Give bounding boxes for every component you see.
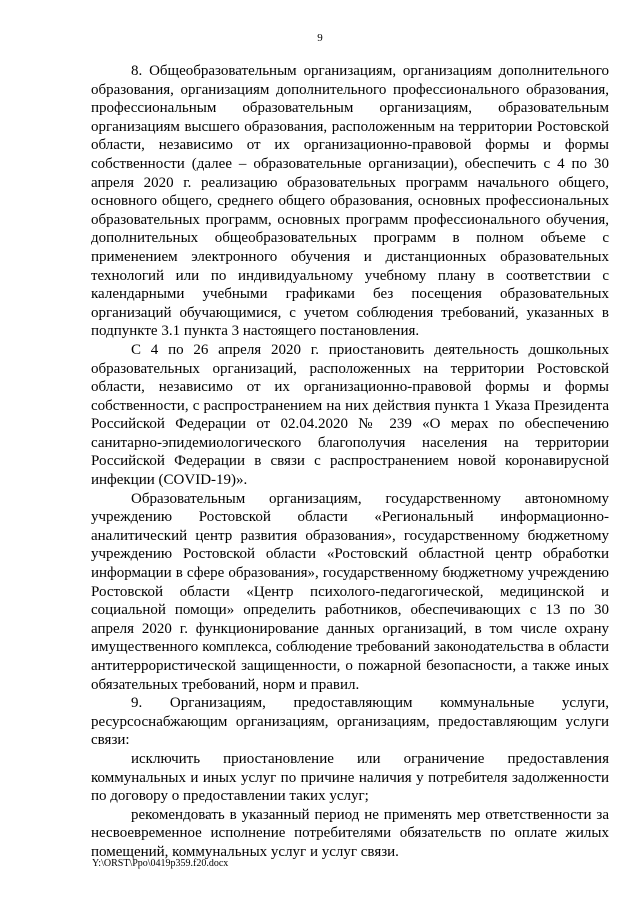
paragraph-staff-assignment: Образовательным организациям, государственному автономному учреждению Ростовской области «Региональный информационно-аналитический центр развития образования», государственному бюджетному учреждению Ростовской области «Ростовский областной центр обработки информации в сфере образования», государственному бюджетному учреждению Ростовской области «Центр психолого-педагогической, медицинской и социальной помощи» определить работников, обеспечивающих с 13 по 30 апреля 2020 г. функционирование данных организаций, в том числе охрану имущественного комплекса, соблюдение требований законодательства в области антитеррористической защищенности, о пожарной безопасности, а также иных обязательных требований, норм и правил. bbox=[91, 490, 609, 693]
paragraph-preschool-suspension: С 4 по 26 апреля 2020 г. приостановить деятельность дошкольных образовательных организаций, расположенных на территории Ростовской области, независимо от их организационно-правовой формы и формы собственности, с распространением на них действия пункта 1 Указа Президента Российской Федерации от 02.04.2020 № 239 «О мерах по обеспечению санитарно-эпидемиологического благополучия населения на территории Российской Федерации в связи с распространением новой коронавирусной инфекции (COVID-19)». bbox=[91, 341, 609, 489]
paragraph-item-9: 9. Организациям, предоставляющим коммунальные услуги, ресурсоснабжающим организациям, организациям, предоставляющим услуги связи: bbox=[91, 695, 609, 749]
paragraph-no-penalties: рекомендовать в указанный период не применять мер ответственности за несвоевременное исполнение потребителями обязательств по оплате жилых помещений, коммунальных услуг и услуг связи. bbox=[91, 806, 609, 860]
paragraph-no-suspension: исключить приостановление или ограничение предоставления коммунальных и иных услуг по причине наличия у потребителя задолженности по договору о предоставлении таких услуг; bbox=[91, 750, 609, 805]
footer-file-path: Y:\ORST\Ppo\0419p359.f20.docx bbox=[92, 858, 229, 869]
document-body bbox=[91, 62, 609, 862]
paragraph-item-8: 8. Общеобразовательным организациям, организациям дополнительного образования, организациям дополнительного профессионального образования, профессиональным образовательным организациям, образовательным организациям высшего образования, расположенным на территории Ростовской области, независимо от их организационно-правовой формы и формы собственности (далее – образовательные организации), обеспечить с 4 по 30 апреля 2020 г. реализацию образовательных программ начального общего, основного общего, среднего общего образования, основных профессиональных образовательных программ, основных программ профессионального обучения, дополнительных общеобразовательных программ в полном объеме с применением электронного обучения и дистанционных образовательных технологий или по индивидуальному учебному плану в соответствии с календарными учебными графиками без посещения образовательных организаций обучающимися, с учетом соблюдения требований, указанных в подпункте 3.1 пункта 3 настоящего постановления. bbox=[91, 63, 609, 340]
page-number: 9 bbox=[317, 32, 323, 44]
